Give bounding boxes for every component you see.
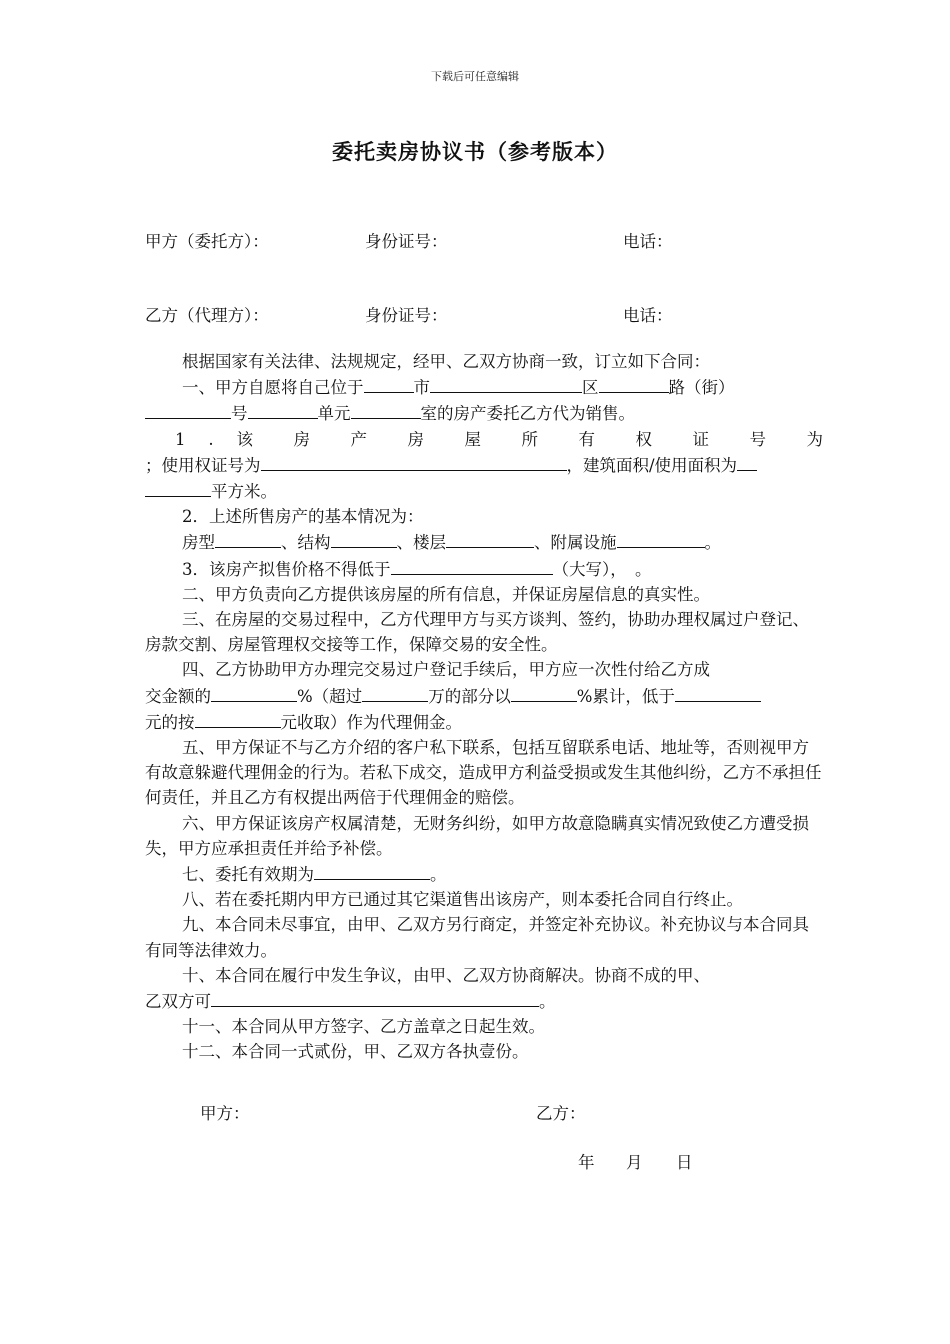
area-blank-b: [145, 478, 211, 497]
clause-1-line-1: [145, 374, 823, 400]
clause-1-text-f: 单元: [317, 404, 351, 424]
number-blank: [145, 400, 231, 419]
party-b-id-label: 身份证号：: [365, 306, 448, 325]
validity-label: 七、委托有效期为: [182, 865, 314, 885]
min-price-label: 3．该房产拟售价格不得低于: [182, 559, 391, 579]
clause-2: 二、甲方负责向乙方提供该房屋的所有信息，并保证房屋信息的真实性。: [182, 584, 710, 604]
over-rate-label: 万的部分以: [428, 686, 511, 706]
party-a-label: 甲方（委托方）：: [145, 232, 269, 251]
clause-1-text-e: 号: [231, 404, 248, 424]
clause-5: 五、甲方保证不与乙方介绍的客户私下联系，包括互留联系电话、地址等，否则视甲方有故意躲避代理佣金的行为。若私下成交，造成甲方利益受损或发生其他纠纷，乙方不承担任何责任，并且乙方有权提出两倍于代理佣金的赔偿。: [145, 738, 822, 808]
house-type-blank: [215, 529, 281, 548]
use-right-blank: [261, 452, 567, 471]
clause-4-line-2: [145, 683, 823, 709]
clause-8: 八、若在委托期内甲方已通过其它渠道售出该房产，则本委托合同自行终止。: [182, 890, 743, 910]
min-price-capital: （大写）， 。: [552, 559, 652, 579]
party-b-label: 乙方（代理方）：: [145, 306, 269, 325]
district-blank: [430, 374, 582, 393]
commission-rate-label: 交金额的: [145, 686, 211, 706]
clause-3: 三、在房屋的交易过程中，乙方代理甲方与买方谈判、签约，协助办理权属过户登记、房款交割、房屋管理权交接等工作，保障交易的安全性。: [145, 610, 809, 655]
validity-blank: [314, 861, 430, 880]
clause-4-line-3: [145, 709, 823, 735]
validity-end: 。: [430, 865, 447, 885]
party-b-row: [145, 302, 825, 326]
fixed-fee-label: 元的按: [145, 712, 195, 732]
below-amount-label: %累计，低于: [576, 686, 675, 706]
year-label: 年: [578, 1153, 595, 1172]
intro-paragraph: 根据国家有关法律、法规规定，经甲、乙双方协商一致，订立如下合同：: [182, 352, 710, 371]
area-unit: 平方米。: [211, 482, 277, 502]
clause-4-line-1: 四、乙方协助甲方办理完交易过户登记手续后，甲方应一次性付给乙方成: [182, 660, 710, 680]
facilities-end: 。: [704, 533, 721, 553]
use-right-label: ；使用权证号为: [145, 455, 261, 475]
min-price-blank: [391, 556, 553, 575]
city-blank: [364, 374, 414, 393]
clause-11: 十一、本合同从甲方签字、乙方盖章之日起生效。: [182, 1017, 545, 1037]
road-blank: [599, 374, 669, 393]
clause-1-text-a: 一、甲方自愿将自己位于: [182, 378, 364, 398]
document-title: 委托卖房协议书（参考版本）: [332, 139, 618, 164]
clause-6: 六、甲方保证该房产权属清楚，无财务纠纷，如甲方故意隐瞒真实情况致使乙方遭受损失，甲方应承担责任并给予补偿。: [145, 813, 809, 858]
dispute-label: 乙双方可: [145, 992, 211, 1012]
clause-1-text-b: 市: [413, 378, 430, 398]
clause-1-line-2: [145, 400, 823, 426]
clause-7: [145, 861, 823, 887]
area-blank-a: [737, 452, 757, 471]
clause-1-text-d: 路（街）: [668, 378, 735, 398]
party-b-phone-label: 电话：: [623, 306, 673, 325]
clause-1-3: [145, 556, 823, 582]
fixed-fee-end: 元收取）作为代理佣金。: [280, 712, 462, 732]
party-b-signature: 乙方：: [536, 1104, 586, 1123]
clause-1-2: 2．上述所售房产的基本情况为：: [182, 507, 424, 527]
party-a-signature: 甲方：: [200, 1104, 250, 1123]
clause-1-1-line-3: [145, 478, 823, 504]
commission-rate-blank: [211, 683, 297, 702]
over-rate-blank: [511, 683, 577, 702]
below-amount-blank: [675, 683, 761, 702]
house-type-label: 房型: [182, 533, 215, 553]
clause-10-line-2: [145, 988, 823, 1014]
month-label: 月: [626, 1153, 643, 1172]
clause-1-text-c: 区: [582, 378, 599, 398]
unit-blank: [248, 400, 318, 419]
day-label: 日: [676, 1153, 693, 1172]
party-a-id-label: 身份证号：: [365, 232, 448, 251]
clause-12: 十二、本合同一式贰份，甲、乙双方各执壹份。: [182, 1042, 529, 1062]
clause-1-1: 1 . 该 房 产 房 屋 所 有 权 证 号 为: [175, 429, 823, 449]
clause-1-1-line-2: [145, 452, 823, 478]
dispute-end: 。: [539, 992, 556, 1012]
clause-1-2-details: [145, 529, 823, 555]
fixed-fee-blank: [195, 709, 281, 728]
area-label: ，建筑面积/使用面积为: [566, 455, 738, 475]
room-blank: [351, 400, 421, 419]
facilities-label: 、附属设施: [534, 533, 617, 553]
dispute-blank: [211, 988, 539, 1007]
over-amount-blank: [362, 683, 428, 702]
signing-date: [578, 1149, 693, 1173]
clause-10-line-1: 十、本合同在履行中发生争议，由甲、乙双方协商解决。协商不成的甲、: [182, 965, 710, 985]
structure-blank: [331, 529, 397, 548]
clause-9: 九、本合同未尽事宜，由甲、乙双方另行商定，并签定补充协议。补充协议与本合同具有同等法律效力。: [145, 915, 809, 960]
floor-label: 、楼层: [396, 533, 446, 553]
over-amount-label: %（超过: [297, 686, 363, 706]
header-note: 下载后可任意编辑: [431, 70, 519, 83]
structure-label: 、结构: [281, 533, 331, 553]
party-a-phone-label: 电话：: [623, 232, 673, 251]
clause-1-text-g: 室的房产委托乙方代为销售。: [420, 404, 635, 424]
floor-blank: [446, 529, 534, 548]
party-a-row: [145, 228, 825, 252]
facilities-blank: [617, 529, 705, 548]
contract-body: [145, 349, 823, 1065]
